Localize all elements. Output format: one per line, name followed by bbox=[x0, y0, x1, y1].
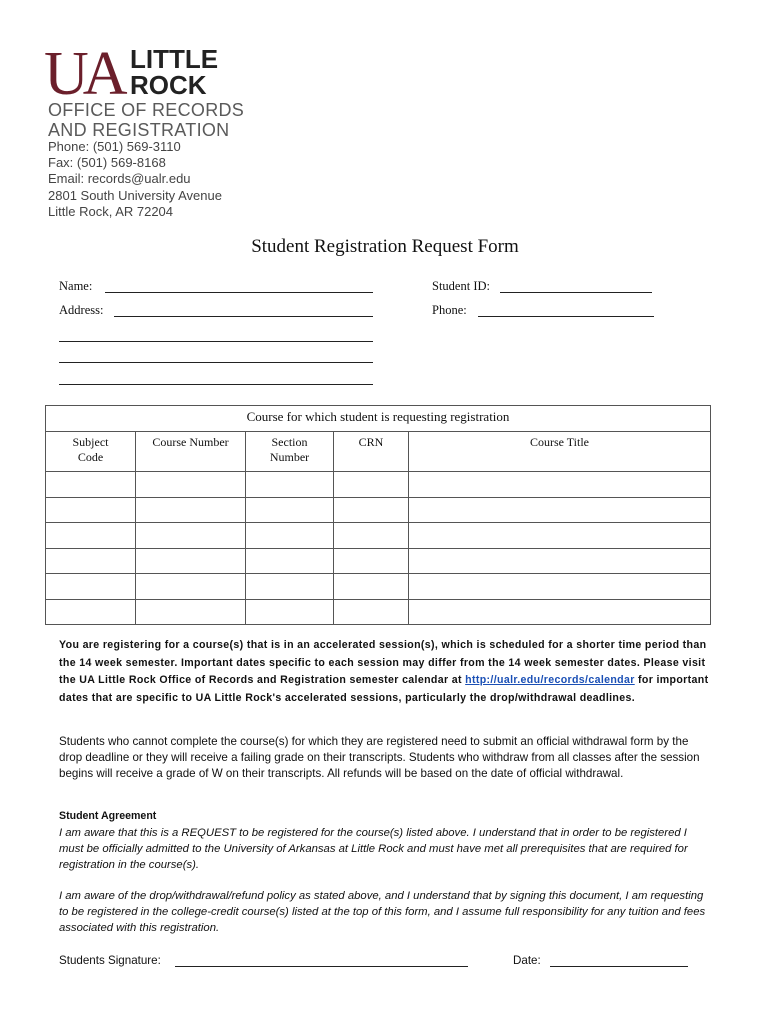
contact-info bbox=[48, 139, 222, 220]
table-cell[interactable] bbox=[136, 574, 246, 600]
table-cell[interactable] bbox=[334, 574, 409, 600]
col-course-number: Course Number bbox=[136, 432, 246, 472]
table-caption: Course for which student is requesting registration bbox=[46, 406, 711, 432]
name-label: Name: bbox=[59, 279, 93, 293]
logo-little-text: LITTLE bbox=[130, 44, 219, 74]
col-course-title: Course Title bbox=[409, 432, 711, 472]
table-cell[interactable] bbox=[409, 599, 711, 625]
address-field-line-4[interactable] bbox=[59, 384, 373, 385]
course-table bbox=[45, 405, 711, 625]
col-subject-code: Subject Code bbox=[46, 432, 136, 472]
agreement-heading: Student Agreement bbox=[59, 810, 157, 822]
accelerated-session-notice bbox=[59, 637, 711, 707]
date-label: Date: bbox=[513, 954, 541, 967]
office-line-2: AND REGISTRATION bbox=[48, 120, 230, 140]
table-cell[interactable] bbox=[46, 548, 136, 574]
table-cell[interactable] bbox=[46, 523, 136, 549]
table-row bbox=[46, 548, 711, 574]
ua-little-rock-logo bbox=[44, 44, 234, 100]
table-cell[interactable] bbox=[409, 548, 711, 574]
table-row bbox=[46, 523, 711, 549]
calendar-link[interactable]: http://ualr.edu/records/calendar bbox=[465, 674, 635, 687]
table-cell[interactable] bbox=[334, 472, 409, 498]
table-cell[interactable] bbox=[409, 574, 711, 600]
student-id-field[interactable] bbox=[500, 292, 652, 293]
col-section-number: Section Number bbox=[246, 432, 334, 472]
table-row bbox=[46, 574, 711, 600]
notice-text-2: for important dates that are specific to UA Little Rock's accelerated sessions, particularly the drop/withdrawal deadlines. bbox=[59, 674, 709, 704]
table-cell[interactable] bbox=[334, 523, 409, 549]
contact-email: Email: records@ualr.edu bbox=[48, 171, 191, 187]
contact-fax: Fax: (501) 569-8168 bbox=[48, 155, 166, 171]
logo-ua-text: UA bbox=[44, 44, 122, 100]
table-cell[interactable] bbox=[46, 574, 136, 600]
table-cell[interactable] bbox=[246, 548, 334, 574]
table-cell[interactable] bbox=[46, 472, 136, 498]
contact-street: 2801 South University Avenue bbox=[48, 187, 222, 203]
signature-label: Students Signature: bbox=[59, 954, 161, 967]
phone-label: Phone: bbox=[432, 303, 467, 317]
table-cell[interactable] bbox=[334, 548, 409, 574]
table-row bbox=[46, 497, 711, 523]
agreement-paragraph-2: I am aware of the drop/withdrawal/refund policy as stated above, and I understand that by signing this document, I am requesting to be registered in the college-credit course(s) listed at the top of this form, and I assume full responsibility for any tuition and fees associated with this registration. bbox=[59, 890, 706, 935]
table-cell[interactable] bbox=[334, 497, 409, 523]
date-field[interactable] bbox=[550, 966, 688, 967]
table-cell[interactable] bbox=[46, 497, 136, 523]
table-cell[interactable] bbox=[136, 523, 246, 549]
office-line-1: OFFICE OF RECORDS bbox=[48, 100, 245, 120]
table-cell[interactable] bbox=[246, 497, 334, 523]
agreement-paragraph-1: I am aware that this is a REQUEST to be registered for the course(s) listed above. I understand that in order to be registered I must be officially admitted to the University of Arkansas at Little Rock and must have met all prerequisites that are required for registration in the course(s). bbox=[59, 827, 688, 872]
withdrawal-notice: Students who cannot complete the course(s) for which they are registered need to submit an official withdrawal form by the drop deadline or they will receive a failing grade on their transcripts. Students who withdraw from all classes after the session begins will receive a grade of W on their transcripts. All refunds will be based on the date of official withdrawal. bbox=[59, 735, 700, 781]
table-cell[interactable] bbox=[409, 497, 711, 523]
address-field-line-3[interactable] bbox=[59, 362, 373, 363]
contact-city: Little Rock, AR 72204 bbox=[48, 203, 174, 219]
name-field[interactable] bbox=[105, 292, 373, 293]
table-cell[interactable] bbox=[409, 472, 711, 498]
table-cell[interactable] bbox=[246, 599, 334, 625]
table-cell[interactable] bbox=[246, 574, 334, 600]
form-title: Student Registration Request Form bbox=[251, 236, 519, 257]
address-label: Address: bbox=[59, 303, 104, 317]
phone-field[interactable] bbox=[478, 316, 654, 317]
address-field-line-2[interactable] bbox=[59, 341, 373, 342]
table-cell[interactable] bbox=[246, 523, 334, 549]
student-id-label: Student ID: bbox=[432, 279, 490, 293]
table-cell[interactable] bbox=[409, 523, 711, 549]
office-name bbox=[48, 100, 244, 140]
col-crn: CRN bbox=[334, 432, 409, 472]
table-row bbox=[46, 599, 711, 625]
contact-phone: Phone: (501) 569-3110 bbox=[48, 139, 181, 154]
signature-field[interactable] bbox=[175, 966, 468, 967]
table-cell[interactable] bbox=[246, 472, 334, 498]
table-cell[interactable] bbox=[46, 599, 136, 625]
table-cell[interactable] bbox=[136, 472, 246, 498]
table-row bbox=[46, 472, 711, 498]
table-cell[interactable] bbox=[334, 599, 409, 625]
table-cell[interactable] bbox=[136, 497, 246, 523]
table-cell[interactable] bbox=[136, 548, 246, 574]
table-cell[interactable] bbox=[136, 599, 246, 625]
notice-text-1: You are registering for a course(s) that is in an accelerated session(s), which is scheduled for a shorter time period than the 14 week semester. Important dates specific to each session may differ from the 14 week semester dates. Please visit the UA Little Rock Office of Records and Registration semester calendar at bbox=[59, 639, 707, 687]
address-field-line-1[interactable] bbox=[114, 316, 373, 317]
logo-rock-text: ROCK bbox=[130, 70, 207, 100]
